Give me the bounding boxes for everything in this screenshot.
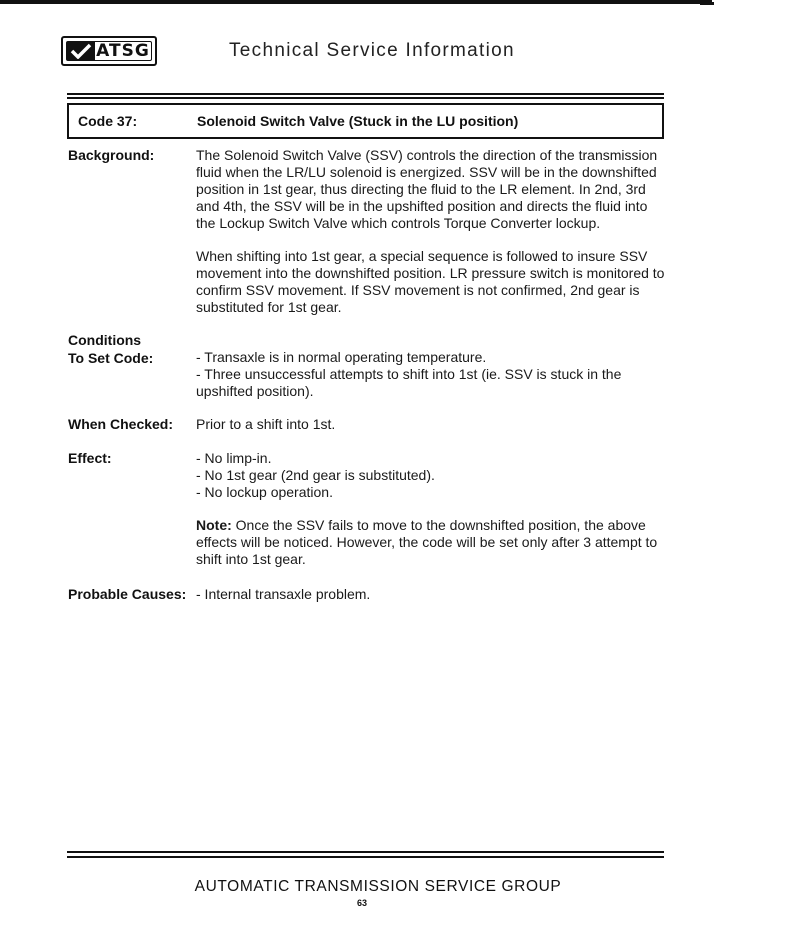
top-border <box>0 0 712 4</box>
conditions-text <box>196 349 666 400</box>
page-number: 63 <box>356 898 367 908</box>
header-rule-bottom <box>67 97 664 99</box>
note-lead: Note: <box>196 517 232 533</box>
logo-text: ATSG <box>96 41 150 61</box>
page-title: Technical Service Information <box>229 40 515 61</box>
effect-text <box>196 450 666 568</box>
probable-causes-text: - Internal transaxle problem. <box>196 586 371 602</box>
footer-rule-bottom <box>67 856 664 858</box>
footer-rule-top <box>67 851 664 853</box>
background-paragraph-2: When shifting into 1st gear, a special sequence is followed to insure SSV movement into the downshifted position. LR pressure switch is monitored to confirm SSV movement. If SSV movement is not confirmed, 2nd gear is substituted for 1st gear. <box>196 248 665 315</box>
footer-organization: AUTOMATIC TRANSMISSION SERVICE GROUP <box>194 878 562 895</box>
effect-item: - No 1st gear (2nd gear is substituted). <box>196 467 435 483</box>
note-text: Once the SSV fails to move to the downshifted position, the above effects will be noticed. However, the code will be set only after 3 attempt to shift into 1st gear. <box>196 517 658 567</box>
code-header-box <box>67 103 664 139</box>
background-paragraph-1: The Solenoid Switch Valve (SSV) controls the direction of the transmission fluid when the LR/LU solenoid is energized. SSV will be in the downshifted position in 1st gear, thus directing the fluid to the LR element. In 2nd, 3rd and 4th, the SSV will be in the upshifted position and directs the fluid into the Lockup Switch Valve which controls Torque Converter lockup. <box>196 147 658 231</box>
code-label: Code 37: <box>78 113 138 129</box>
conditions-label-line2: To Set Code: <box>68 350 154 366</box>
conditions-label-line1: Conditions <box>68 332 142 348</box>
conditions-item: - Three unsuccessful attempts to shift into 1st (ie. SSV is stuck in the upshifted position). <box>196 366 622 399</box>
probable-causes-label: Probable Causes: <box>68 586 187 602</box>
conditions-item: - Transaxle is in normal operating temperature. <box>196 349 487 365</box>
checkmark-icon <box>67 42 95 60</box>
when-checked-text: Prior to a shift into 1st. <box>196 416 336 432</box>
effect-item: - No limp-in. <box>196 450 272 466</box>
top-border-tail <box>700 2 714 5</box>
header-rule-top <box>67 93 664 95</box>
code-title: Solenoid Switch Valve (Stuck in the LU position) <box>197 113 519 129</box>
effect-note <box>196 517 666 568</box>
effect-item: - No lockup operation. <box>196 484 333 500</box>
conditions-label <box>68 331 153 367</box>
background-text <box>196 147 666 316</box>
background-label: Background: <box>68 147 155 163</box>
when-checked-label: When Checked: <box>68 416 174 432</box>
atsg-logo <box>61 36 157 66</box>
effect-label: Effect: <box>68 450 112 466</box>
